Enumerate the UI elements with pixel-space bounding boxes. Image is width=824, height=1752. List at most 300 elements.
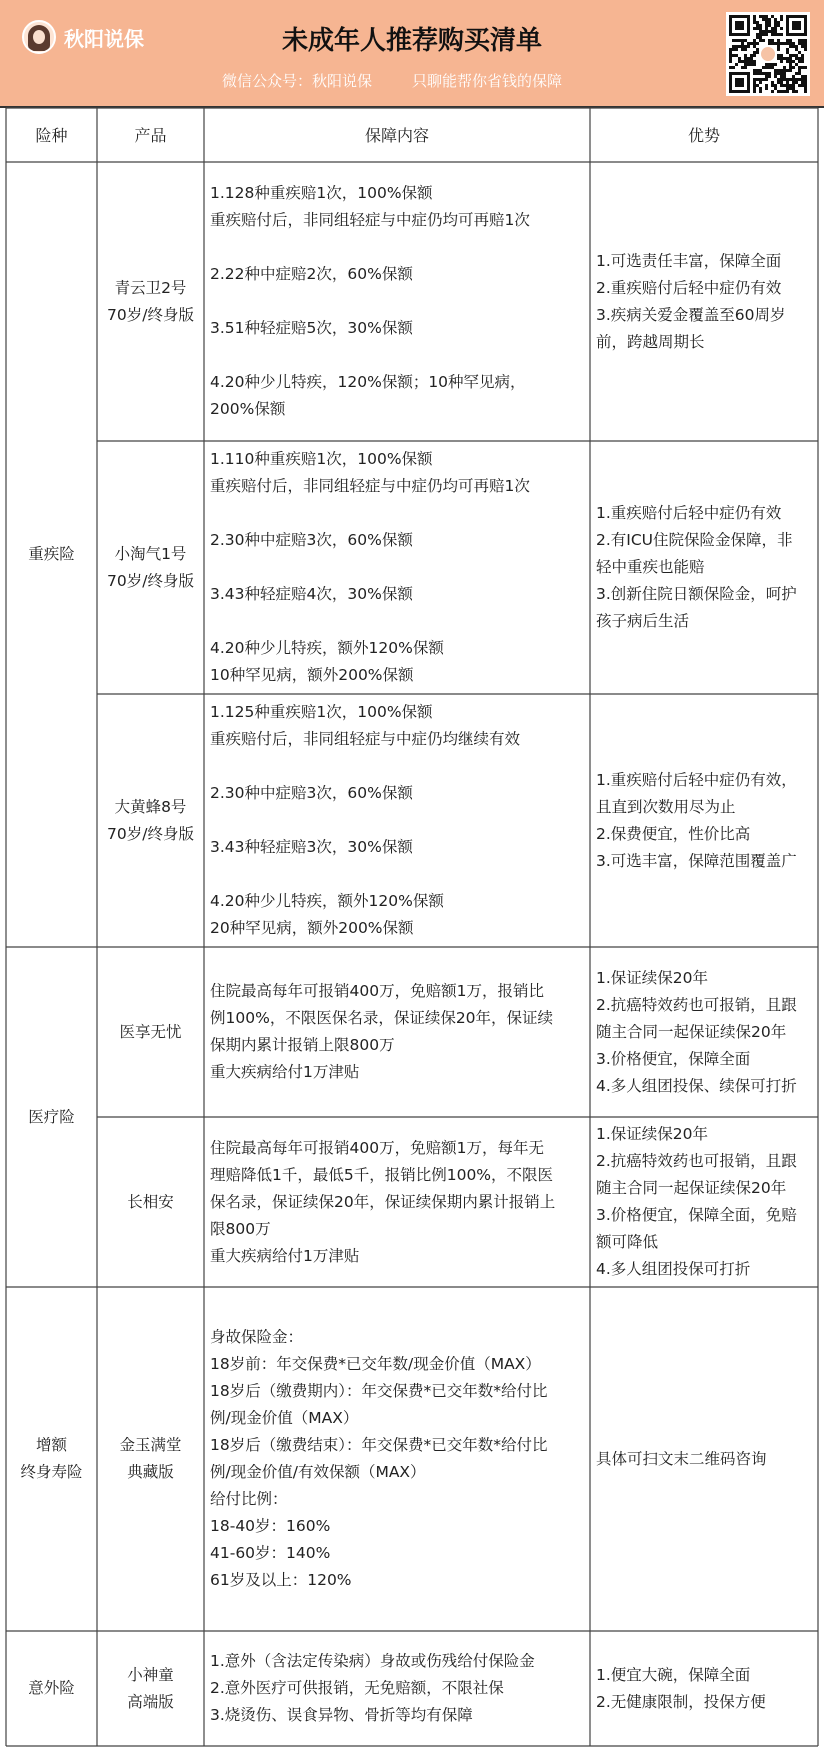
cell-line: 4.20种少儿特疾，额外120%保额 [210,892,444,910]
qr-module [732,45,735,48]
qr-module [753,72,756,75]
qr-module [762,33,765,36]
qr-module [792,54,795,57]
advantages-cell [590,1631,818,1746]
qr-module [735,78,744,87]
cell-line: 保期内累计报销上限800万 [210,1036,395,1054]
qr-module [765,63,768,66]
qr-module [783,42,786,45]
qr-module [780,57,783,60]
qr-module [789,60,792,63]
cell-line: 前，跨越周期长 [596,332,705,351]
cell-line: 3.43种轻症赔4次，30%保额 [210,585,413,603]
qr-module [774,72,777,75]
cell-line: 金玉满堂 [119,1436,182,1454]
cell-line: 70岁/终身版 [107,824,194,843]
cell-line: 1.可选责任丰富，保障全面 [596,251,782,270]
qr-module [804,87,807,90]
qr-module [771,15,774,18]
qr-module [759,69,762,72]
cell-line: 保障内容 [364,125,429,145]
qr-module [777,78,780,81]
qr-module [792,78,795,81]
qr-module [762,78,765,81]
cell-line: 理赔降低1千，最低5千，报销比例100%，不限医 [210,1165,554,1184]
qr-module [804,75,807,78]
qr-module [774,75,777,78]
cell-line: 重大疾病给付1万津贴 [210,1246,360,1265]
qr-module [741,66,744,69]
qr-module [801,75,804,78]
cell-line: 2.抗癌特效药也可报销，且跟 [596,1152,797,1170]
qr-module [738,57,741,60]
qr-module [735,21,744,30]
cell-line: 2.保费便宜，性价比高 [596,824,751,843]
qr-module [774,24,777,27]
cell-line: 终身寿险 [20,1463,83,1481]
cell-line: 轻中重疾也能赔 [596,558,705,576]
qr-module [759,81,762,84]
qr-module [780,72,783,75]
cell-line: 产品 [134,125,167,145]
qr-module [795,78,798,81]
qr-module [750,57,753,60]
qr-module [795,45,798,48]
brand-name: 秋阳说保 [64,26,144,51]
qr-module [756,33,759,36]
qr-module [780,42,783,45]
category-cell [6,1631,97,1746]
category-cell [6,162,97,947]
qr-module [777,48,780,51]
qr-module [765,72,768,75]
qr-module [744,39,747,42]
qr-module [804,90,807,93]
qr-module [771,66,774,69]
cell-line: 医疗险 [28,1107,75,1126]
qr-module [735,39,738,42]
slogan: 只聊能帮你省钱的保障 [412,72,563,90]
qr-module [747,60,750,63]
cell-line: 18-40岁：160% [210,1517,331,1535]
qr-module [759,72,762,75]
qr-module [756,84,759,87]
qr-module [783,78,786,81]
cell-line: 例/现金价值/有效保额（MAX） [210,1463,426,1481]
advantages-cell [590,162,818,441]
qr-module [741,39,744,42]
qr-module [732,54,735,57]
cell-line: 3.疾病关爱金覆盖至60周岁 [596,305,786,324]
qr-module [759,90,762,93]
qr-module [771,90,774,93]
qr-module [777,45,780,48]
cell-line: 4.20种少儿特疾，额外120%保额 [210,639,444,657]
qr-module [798,72,801,75]
qr-module [774,21,777,24]
qr-module [753,78,756,81]
qr-module [729,57,732,60]
cell-line: 1.重疾赔付后轻中症仍有效 [596,504,782,522]
cell-line: 2.22种中症赔2次，60%保额 [210,265,413,283]
cell-line: 1.128种重疾赔1次，100%保额 [210,184,433,202]
qr-code-icon [726,12,810,96]
cell-line: 61岁及以上：120% [210,1571,352,1589]
qr-module [765,87,768,90]
qr-module [795,90,798,93]
qr-module [732,66,735,69]
cell-line: 具体可扫文末二维码咨询 [596,1449,767,1468]
cell-line: 41-60岁：140% [210,1544,331,1562]
cell-line: 2.无健康限制，投保方便 [596,1692,766,1711]
qr-module [771,33,774,36]
qr-module [792,60,795,63]
qr-module [783,90,786,93]
qr-module [765,84,768,87]
qr-module [783,57,786,60]
qr-module [792,45,795,48]
qr-module [759,33,762,36]
qr-module [795,81,798,84]
qr-module [729,66,732,69]
cell-line: 重大疾病给付1万津贴 [210,1063,360,1081]
qr-module [792,42,795,45]
qr-module [759,36,762,39]
qr-module [771,84,774,87]
qr-module [783,66,786,69]
cell-line: 孩子病后生活 [596,612,690,630]
qr-module [789,54,792,57]
qr-module [804,84,807,87]
qr-module [741,42,744,45]
category-cell [6,947,97,1287]
qr-module [771,27,774,30]
qr-module [789,87,792,90]
qr-module [753,18,756,21]
qr-module [750,54,753,57]
qr-module [768,42,771,45]
qr-module [741,60,744,63]
qr-module [756,51,759,54]
cell-line: 18岁后（缴费结束）：年交保费*已交年数*给付比 [210,1436,548,1454]
product-name-cell [97,694,204,947]
qr-module [777,42,780,45]
qr-module [753,81,756,84]
cell-line: 2.30种中症赔3次，60%保额 [210,531,413,549]
qr-module [771,81,774,84]
qr-module [765,78,768,81]
cell-line: 3.43种轻症赔3次，30%保额 [210,838,413,856]
qr-module [777,81,780,84]
cell-line: 险种 [35,125,68,145]
qr-module [765,18,768,21]
qr-module [765,33,768,36]
qr-module [804,45,807,48]
cell-line: 18岁前：年交保费*已交年数/现金价值（MAX） [210,1355,541,1373]
qr-module [744,66,747,69]
cell-line: 大黄蜂8号 [114,797,187,816]
advantages-cell [590,1117,818,1287]
qr-module [771,42,774,45]
cell-line: 例100%，不限医保名录，保证续保20年，保证续 [210,1009,554,1027]
cell-line: 1.保证续保20年 [596,968,709,987]
cell-line: 20种罕见病，额外200%保额 [210,919,414,937]
cell-line: 典藏版 [127,1463,174,1481]
qr-module [792,75,795,78]
qr-module [771,30,774,33]
qr-module [762,15,765,18]
wechat-account: 微信公众号：秋阳说保 [222,72,373,90]
advantages-cell [590,441,818,694]
qr-module [768,18,771,21]
cell-line: 随主合同一起保证续保20年 [596,1179,787,1197]
qr-module [777,57,780,60]
product-name-cell [97,162,204,441]
qr-module [798,39,801,42]
qr-module [759,39,762,42]
qr-module [789,69,792,72]
cell-line: 4.20种少儿特疾，120%保额；10种罕见病， [210,373,526,391]
qr-module [786,81,789,84]
qr-module [792,87,795,90]
qr-module [753,84,756,87]
cell-line: 3.可选丰富，保障范围覆盖广 [596,851,797,870]
qr-module [777,72,780,75]
product-name-cell [97,1117,204,1287]
qr-module [798,42,801,45]
qr-module [747,57,750,60]
cell-line: 重疾赔付后，非同组轻症与中症仍均可再赔1次 [210,211,530,229]
qr-module [801,57,804,60]
cell-line: 限800万 [210,1219,271,1238]
advantages-cell [590,1287,818,1631]
cell-line: 2.抗癌特效药也可报销，且跟 [596,995,797,1014]
cell-line: 3.价格便宜，保障全面，免赔 [596,1206,797,1224]
qr-module [729,60,732,63]
qr-module [765,21,768,24]
cell-line: 3.创新住院日额保险金，呵护 [596,585,797,603]
cell-line: 4.多人组团投保可打折 [596,1260,751,1278]
cell-line: 增额 [35,1436,67,1454]
qr-module [762,30,765,33]
qr-module [744,63,747,66]
qr-module [804,66,807,69]
subtitle-line [222,70,562,91]
qr-module [759,87,762,90]
qr-module [738,39,741,42]
qr-module [780,15,783,18]
cell-line: 2.意外医疗可供报销，无免赔额，不限社保 [210,1679,504,1697]
cell-line: 小淘气1号 [114,544,187,563]
qr-module [801,60,804,63]
qr-module [747,63,750,66]
qr-module [801,45,804,48]
qr-module [786,48,789,51]
qr-module [762,18,765,21]
qr-module [783,84,786,87]
qr-module [798,69,801,72]
qr-module [774,63,777,66]
qr-module [789,42,792,45]
qr-module [768,21,771,24]
cell-line: 随主合同一起保证续保20年 [596,1022,787,1041]
cell-line: 额可降低 [596,1233,659,1251]
qr-module [780,27,783,30]
qr-module [801,84,804,87]
qr-module [753,42,756,45]
cell-line: 长相安 [127,1192,174,1211]
qr-module [792,90,795,93]
qr-module [792,66,795,69]
qr-module [768,39,771,42]
qr-module [759,27,762,30]
qr-module [789,57,792,60]
cell-line: 重疾赔付后，非同组轻症与中症仍均继续有效 [210,730,521,748]
qr-module [735,45,738,48]
qr-module [777,90,780,93]
qr-module [768,63,771,66]
qr-module [780,54,783,57]
qr-module [753,21,756,24]
cell-line: 3.烧烫伤、误食异物、骨折等均有保障 [210,1706,473,1724]
qr-module [798,51,801,54]
qr-module [750,42,753,45]
cell-line: 小神童 [127,1665,174,1684]
qr-module [789,45,792,48]
cell-line: 200%保额 [210,400,286,418]
cell-line: 意外险 [28,1679,75,1697]
qr-module [753,63,756,66]
coverage-cell [204,1287,590,1631]
qr-module [759,30,762,33]
qr-module [798,60,801,63]
column-header [204,108,590,162]
qr-module [753,27,756,30]
qr-module [801,42,804,45]
product-name-cell [97,1287,204,1631]
qr-module [786,90,789,93]
column-header [6,108,97,162]
cell-line: 3.51种轻症赔5次，30%保额 [210,319,413,337]
cell-line: 重疾赔付后，非同组轻症与中症仍均可再赔1次 [210,477,530,495]
qr-module [780,90,783,93]
qr-module [801,39,804,42]
qr-module [732,39,735,42]
qr-module [777,24,780,27]
qr-module [786,84,789,87]
qr-module [744,60,747,63]
cell-line: 1.125种重疾赔1次，100%保额 [210,703,433,721]
cell-line: 2.重疾赔付后轻中症仍有效 [596,278,782,297]
qr-module [738,45,741,48]
qr-module [786,87,789,90]
qr-module [753,39,756,42]
qr-module [753,87,756,90]
qr-module [753,69,756,72]
qr-module [777,69,780,72]
cell-line: 1.便宜大碗，保障全面 [596,1665,751,1684]
qr-module [735,63,738,66]
qr-module [747,45,750,48]
qr-module [753,60,756,63]
product-name-cell [97,1631,204,1746]
qr-module [789,78,792,81]
qr-module [774,69,777,72]
column-header [590,108,818,162]
qr-module [786,60,789,63]
cell-line: 保名录，保证续保20年，保证续保期内累计报销上 [210,1192,556,1211]
qr-module [756,48,759,51]
qr-module [768,24,771,27]
qr-module [804,39,807,42]
coverage-cell [204,1631,590,1746]
cell-line: 1.重疾赔付后轻中症仍有效， [596,770,797,789]
qr-module [798,78,801,81]
qr-module [735,48,738,51]
cell-line: 10种罕见病，额外200%保额 [210,666,414,684]
coverage-cell [204,694,590,947]
qr-module [768,66,771,69]
qr-module [786,51,789,54]
qr-module [795,63,798,66]
qr-module [780,75,783,78]
cell-line: 重疾险 [28,545,75,563]
qr-module [735,54,738,57]
qr-module [762,66,765,69]
qr-module [798,57,801,60]
qr-module [786,57,789,60]
cell-line: 3.价格便宜，保障全面 [596,1049,751,1068]
coverage-cell [204,162,590,441]
qr-module [795,72,798,75]
qr-module [756,69,759,72]
qr-module [786,39,789,42]
qr-module [786,78,789,81]
advantages-cell [590,947,818,1117]
qr-module [756,72,759,75]
cell-line: 70岁/终身版 [107,305,194,324]
qr-module [732,48,735,51]
qr-module [774,84,777,87]
coverage-cell [204,947,590,1117]
qr-module [774,27,777,30]
qr-module [801,54,804,57]
qr-module [780,60,783,63]
qr-module [762,72,765,75]
qr-module [765,30,768,33]
header-banner [0,0,824,108]
qr-module [768,30,771,33]
qr-module [777,39,780,42]
qr-module [744,45,747,48]
cell-line: 1.保证续保20年 [596,1125,709,1143]
category-cell [6,1287,97,1631]
product-name-cell [97,947,204,1117]
cell-line: 住院最高每年可报销400万，免赔额1万，每年无 [210,1138,544,1157]
qr-module [798,66,801,69]
qr-module [792,84,795,87]
qr-module [741,45,744,48]
qr-module [765,27,768,30]
qr-module [771,63,774,66]
cell-line: 住院最高每年可报销400万，免赔额1万，报销比 [210,982,544,1000]
qr-module [729,51,732,54]
qr-module [804,48,807,51]
qr-module [786,42,789,45]
cell-line: 优势 [687,125,720,145]
qr-module [756,21,759,24]
qr-module [783,69,786,72]
